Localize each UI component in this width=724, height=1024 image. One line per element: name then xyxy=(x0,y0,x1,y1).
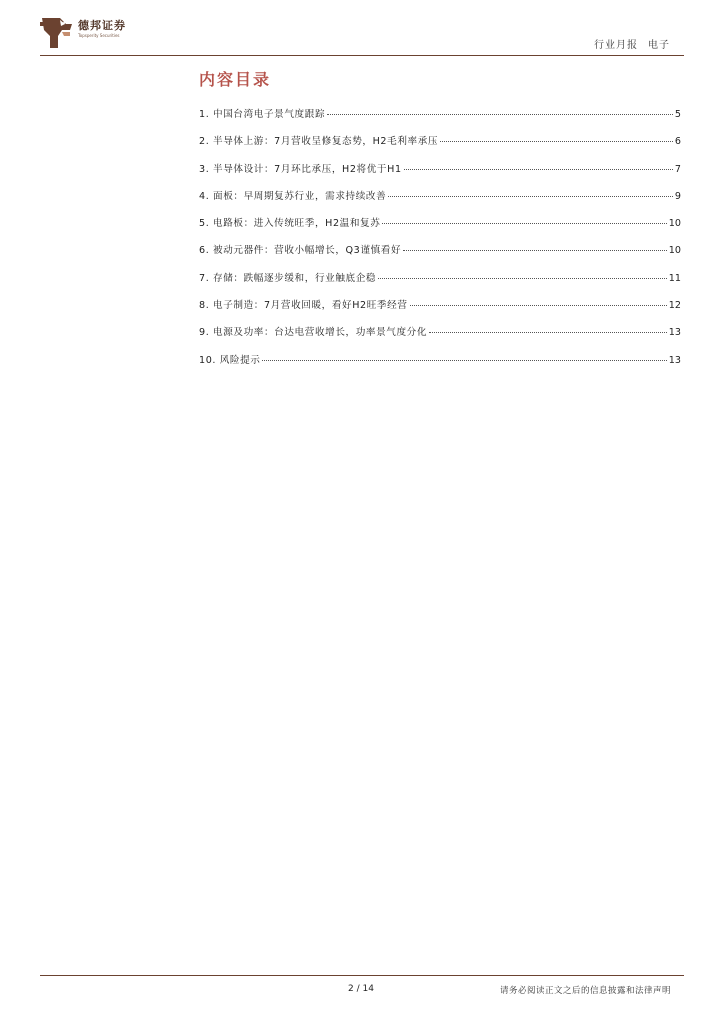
toc-entry[interactable] xyxy=(199,133,681,160)
toc-entry[interactable] xyxy=(199,324,681,351)
toc-entry-page: 10 xyxy=(668,218,681,230)
toc-entry-page: 9 xyxy=(674,190,681,202)
industry-label: 电子 xyxy=(648,40,670,51)
page-header xyxy=(40,14,684,56)
disclaimer-note: 请务必阅读正文之后的信息披露和法律声明 xyxy=(499,986,671,996)
toc-entry-label: 7. 存储：跌幅逐步缓和，行业触底企稳 xyxy=(199,272,377,284)
toc-leader-dots xyxy=(429,332,667,333)
toc-entry[interactable] xyxy=(199,352,681,379)
page-number: 2 / 14 xyxy=(348,984,374,994)
toc-entry-page: 13 xyxy=(668,354,681,366)
toc-leader-dots xyxy=(378,278,667,279)
toc-leader-dots xyxy=(410,305,667,306)
toc-leader-dots xyxy=(440,141,673,142)
toc-entry-page: 12 xyxy=(668,300,681,312)
toc-leader-dots xyxy=(327,114,673,115)
toc-entry-label: 9. 电源及功率：台达电营收增长，功率景气度分化 xyxy=(199,327,428,339)
toc-entry[interactable] xyxy=(199,297,681,324)
toc-entry-page: 6 xyxy=(674,136,681,148)
toc-entry-page: 10 xyxy=(668,245,681,257)
company-logo xyxy=(40,14,126,50)
report-category xyxy=(594,36,670,51)
report-type: 行业月报 xyxy=(594,40,638,51)
logo-chinese-name: 德邦证券 xyxy=(78,19,126,32)
toc-entry[interactable] xyxy=(199,215,681,242)
toc-entry[interactable] xyxy=(199,188,681,215)
logo-english-name: Topsperity Securities xyxy=(78,33,120,38)
toc-entry-label: 8. 电子制造：7月营收回暖，看好H2旺季经营 xyxy=(199,300,408,312)
toc-entry-page: 5 xyxy=(674,109,681,120)
toc-title: 内容目录 xyxy=(199,70,272,89)
toc-leader-dots xyxy=(404,169,673,170)
toc-entry[interactable] xyxy=(199,242,681,269)
toc-leader-dots xyxy=(403,250,667,251)
toc-entry[interactable] xyxy=(199,161,681,188)
toc-entry-label: 10. 风险提示 xyxy=(199,354,261,366)
toc-leader-dots xyxy=(388,196,673,197)
logo-icon xyxy=(40,14,74,50)
toc-entry-page: 11 xyxy=(668,272,681,284)
header-divider xyxy=(40,55,684,56)
toc-entry-label: 4. 面板：早周期复苏行业，需求持续改善 xyxy=(199,190,387,202)
toc-entry-page: 13 xyxy=(668,327,681,339)
toc-entry-label: 2. 半导体上游：7月营收呈修复态势，H2毛利率承压 xyxy=(199,136,439,148)
table-of-contents xyxy=(199,106,681,379)
toc-entry[interactable] xyxy=(199,106,681,133)
toc-entry[interactable] xyxy=(199,270,681,297)
toc-leader-dots xyxy=(382,223,666,224)
toc-entry-label: 1. 中国台湾电子景气度跟踪 xyxy=(199,109,326,120)
toc-entry-page: 7 xyxy=(674,163,681,175)
toc-leader-dots xyxy=(262,360,666,361)
toc-entry-label: 6. 被动元器件：营收小幅增长，Q3谨慎看好 xyxy=(199,245,402,257)
toc-entry-label: 3. 半导体设计：7月环比承压，H2将优于H1 xyxy=(199,163,402,175)
toc-entry-label: 5. 电路板：进入传统旺季，H2温和复苏 xyxy=(199,218,381,230)
footer-divider xyxy=(40,975,684,976)
